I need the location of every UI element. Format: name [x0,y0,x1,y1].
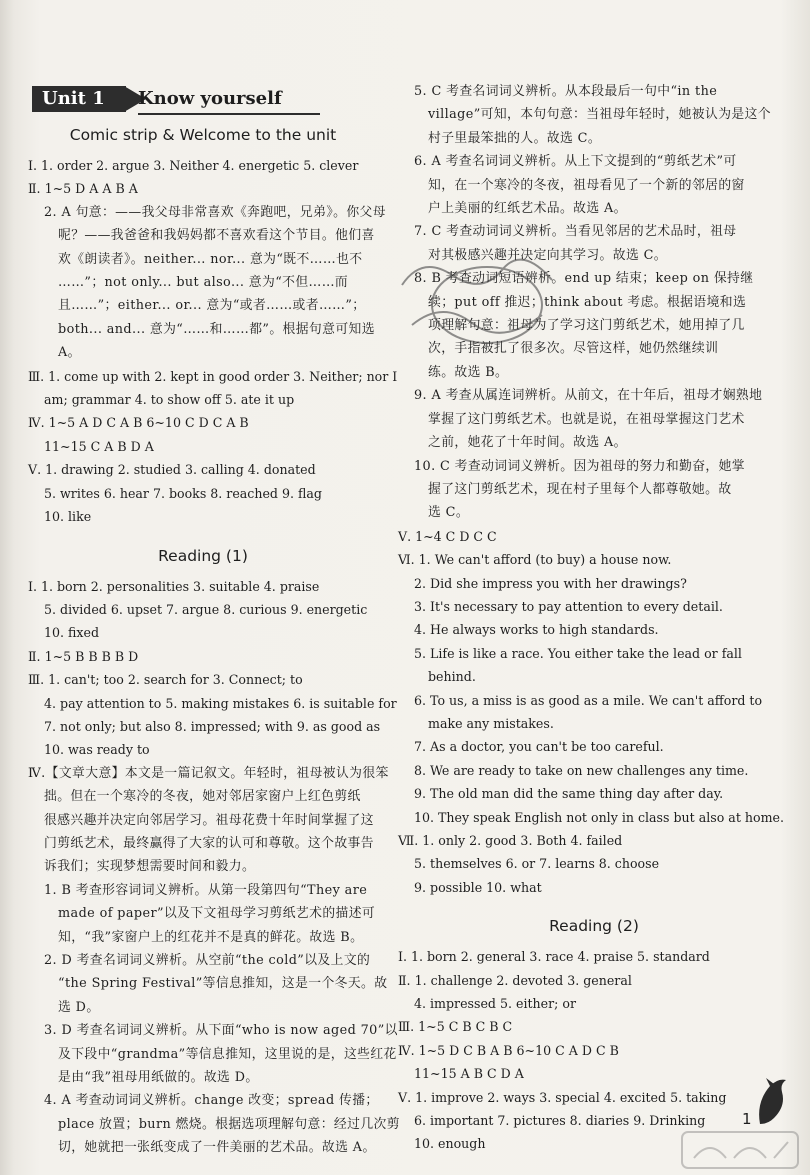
answer-line: 切，她就把一张纸变成了一件美丽的艺术品。故选 A。 [58,1140,376,1156]
answer-line: Ⅴ. 1~4 C D C C [398,528,497,544]
answer-line: 10. like [44,509,92,525]
answer-line: 4. A 考查动词词义辨析。change 改变；spread 传播； [44,1093,379,1109]
answer-line: 次，手指被扎了很多次。尽管这样，她仍然继续训 [428,341,719,357]
answer-line: 掌握了这门剪纸艺术。也就是说，在祖母掌握这门艺术 [428,411,745,427]
answer-line: 拙。但在一个寒冷的冬夜，她对邻居家窗户上红色剪纸 [44,789,361,805]
answer-line: 10. C 考查动词词义辨析。因为祖母的努力和勤奋，她掌 [414,458,746,474]
answer-line: ……”；not only... but also... 意为“不但……而 [58,275,349,291]
answer-line: 3. D 考查名词词义辨析。从下面“who is now aged 70”以 [44,1023,398,1039]
answer-line: 8. B 考查动词短语辨析。end up 结束；keep on 保持继 [414,271,754,287]
answer-line: Ⅱ. 1. challenge 2. devoted 3. general [398,972,632,988]
answer-line: Ⅰ. 1. order 2. argue 3. Neither 4. energetic 5. clever [28,158,359,173]
unit-header [28,80,378,118]
answer-line: place 放置；burn 燃烧。根据选项理解句意：经过几次剪 [58,1116,400,1132]
answer-line: 6. important 7. pictures 8. diaries 9. Drinking [414,1113,706,1129]
answer-line: made of paper”以及下文祖母学习剪纸艺术的描述可 [58,906,376,922]
answer-line: make any mistakes. [428,715,554,731]
unit-title: Know yourself [138,88,282,109]
right-column [398,80,790,1156]
answer-line: A。 [58,345,81,361]
answer-line: 10. enough [414,1136,486,1152]
answer-line: 5. themselves 6. or 7. learns 8. choose [414,856,660,872]
answer-line: 诉我们；实现梦想需要时间和毅力。 [44,859,256,875]
answer-line: 4. He always works to high standards. [414,622,659,638]
answer-line: 9. A 考查从属连词辨析。从前文，在十年后，祖母才娴熟地 [414,388,763,404]
answer-line: 9. The old man did the same thing day after day. [414,786,724,802]
answer-line: 欢《朗读者》。neither... nor... 意为“既不……也不 [58,251,363,267]
answer-line: 5. Life is like a race. You either take the lead or fall [414,645,742,661]
section-title-reading-2: Reading (2) [549,917,639,936]
answer-line: 10. fixed [44,625,100,641]
answer-line: 10. They speak English not only in class but also at home. [414,809,784,825]
answer-line: 6. To us, a miss is as good as a mile. We can't afford to [414,692,763,708]
answer-line: 11~15 A B C D A [414,1066,524,1082]
answer-line: Ⅲ. 1. come up with 2. kept in good order 3. Neither; nor I [28,368,398,384]
answer-line: 9. possible 10. what [414,879,542,895]
section-welcome-answers [28,154,398,529]
answer-line: 7. C 考查动词词义辨析。当看见邻居的艺术品时，祖母 [414,224,737,240]
answer-line: 知，在一个寒冷的冬夜，祖母看见了一个新的邻居的窗 [428,177,745,193]
answer-line: 选 C。 [428,505,470,521]
answer-line: 呢？——我爸爸和我妈妈都不喜欢看这个节目。他们喜 [58,228,375,244]
answer-line: Ⅳ.【文章大意】本文是一篇记叙文。年轻时，祖母被认为很笨 [28,765,389,781]
answer-line: 很感兴趣并决定向邻居学习。祖母花费十年时间掌握了这 [44,812,374,828]
answer-line: Ⅲ. 1. can't; too 2. search for 3. Connect; to [28,672,303,688]
answer-line: 6. A 考查名词词义辨析。从上下文提到的“剪纸艺术”可 [414,154,737,170]
answer-line: 7. not only; but also 8. impressed; with 9. as good as [44,718,381,734]
answer-line: Ⅲ. 1~5 C B C B C [398,1019,513,1035]
handwritten-stamp-icon [392,245,562,355]
section-reading-1-answers [28,575,400,1160]
answer-line: 知，“我”家窗户上的红花并不是真的鲜花。故选 B。 [58,929,364,945]
answer-line: Ⅰ. 1. born 2. personalities 3. suitable 4. praise [28,578,320,594]
answer-line: 对其极感兴趣并决定向其学习。故选 C。 [428,247,668,263]
answer-line: 练。故选 B。 [428,364,509,380]
answer-line: 2. Did she impress you with her drawings? [414,575,687,591]
answer-line: 2. D 考查名词词义辨析。从空前“the cold”以及上文的 [44,953,371,968]
answer-line: 是由“我”祖母用纸做的。故选 D。 [58,1070,259,1086]
answer-line: 10. was ready to [44,742,150,758]
answer-line: 1. B 考查形容词词义辨析。从第一段第四句“They are [44,882,368,898]
answer-line: 户上美丽的红纸艺术品。故选 A。 [428,201,627,217]
answer-line: “the Spring Festival”等信息推知，这是一个冬天。故 [58,976,388,992]
answer-line: 11~15 C A B D A [44,438,154,454]
section-reading-2-answers [398,945,790,1156]
answer-line: am; grammar 4. to show off 5. ate it up [44,392,295,408]
answer-line: behind. [428,669,476,685]
answer-line: 续；put off 推迟；think about 考虑。根据语境和选 [428,294,747,310]
answer-line: 2. A 句意：——我父母非常喜欢《奔跑吧，兄弟》。你父母 [44,204,386,220]
answer-line: Ⅵ. 1. We can't afford (to buy) a house now. [398,552,672,568]
answer-line: 项理解句意：祖母为了学习这门剪纸艺术，她用掉了几 [428,318,745,334]
answer-line: both... and... 意为“……和……都”。根据句意可知选 [58,321,375,337]
answer-line: 3. It's necessary to pay attention to every detail. [414,598,723,614]
answer-line: 选 D。 [58,999,100,1015]
answer-line: Ⅴ. 1. drawing 2. studied 3. calling 4. donated [28,462,316,478]
answer-line: Ⅳ. 1~5 D C B A B 6~10 C A D C B [398,1042,619,1058]
answer-line: Ⅶ. 1. only 2. good 3. Both 4. failed [398,833,623,848]
dolphin-logo-icon [752,1072,792,1132]
section-reading-1-continued [398,80,790,899]
unit-label: Unit 1 [32,86,126,112]
answer-line: 4. pay attention to 5. making mistakes 6. is suitable for [44,695,397,711]
answer-line: village”可知，本句句意：当祖母年轻时，她被认为是这个 [428,107,771,123]
answer-line: Ⅴ. 1. improve 2. ways 3. special 4. excited 5. taking [398,1089,727,1105]
answer-line: 村子里最笨拙的人。故选 C。 [428,130,602,146]
answer-line: Ⅱ. 1~5 D A A B A [28,181,138,197]
answer-line: 5. C 考查名词词义辨析。从本段最后一句中“in the [414,84,718,99]
section-title-welcome: Comic strip & Welcome to the unit [69,126,337,144]
answer-line: 握了这门剪纸艺术，现在村子里每个人都尊敬她。故 [428,481,732,497]
page-number: 1 [742,1110,752,1128]
answer-line: Ⅰ. 1. born 2. general 3. race 4. praise 5. standard [398,949,710,965]
section-title-reading-1: Reading (1) [158,546,248,565]
answer-line: Ⅳ. 1~5 A D C A B 6~10 C D C A B [28,415,249,431]
answer-line: 5. writes 6. hear 7. books 8. reached 9. flag [44,485,322,501]
left-column [28,80,400,1160]
watermark-logo-icon [680,1128,800,1172]
answer-line: Ⅱ. 1~5 B B B B D [28,648,139,664]
answer-line: 5. divided 6. upset 7. argue 8. curious 9. energetic [44,601,368,617]
answer-line: 7. As a doctor, you can't be too careful. [414,739,664,755]
answer-line: 且……”；either... or... 意为“或者……或者……”； [58,298,366,314]
answer-line: 门剪纸艺术，最终赢得了大家的认可和尊敬。这个故事告 [44,835,374,851]
answer-line: 及下段中“grandma”等信息推知，这里说的是，这些红花 [58,1046,397,1062]
answer-line: 4. impressed 5. either; or [414,996,576,1012]
unit-title-underline [138,113,320,115]
answer-line: 之前，她花了十年时间。故选 A。 [428,435,627,451]
answer-line: 8. We are ready to take on new challenges any time. [414,762,749,778]
